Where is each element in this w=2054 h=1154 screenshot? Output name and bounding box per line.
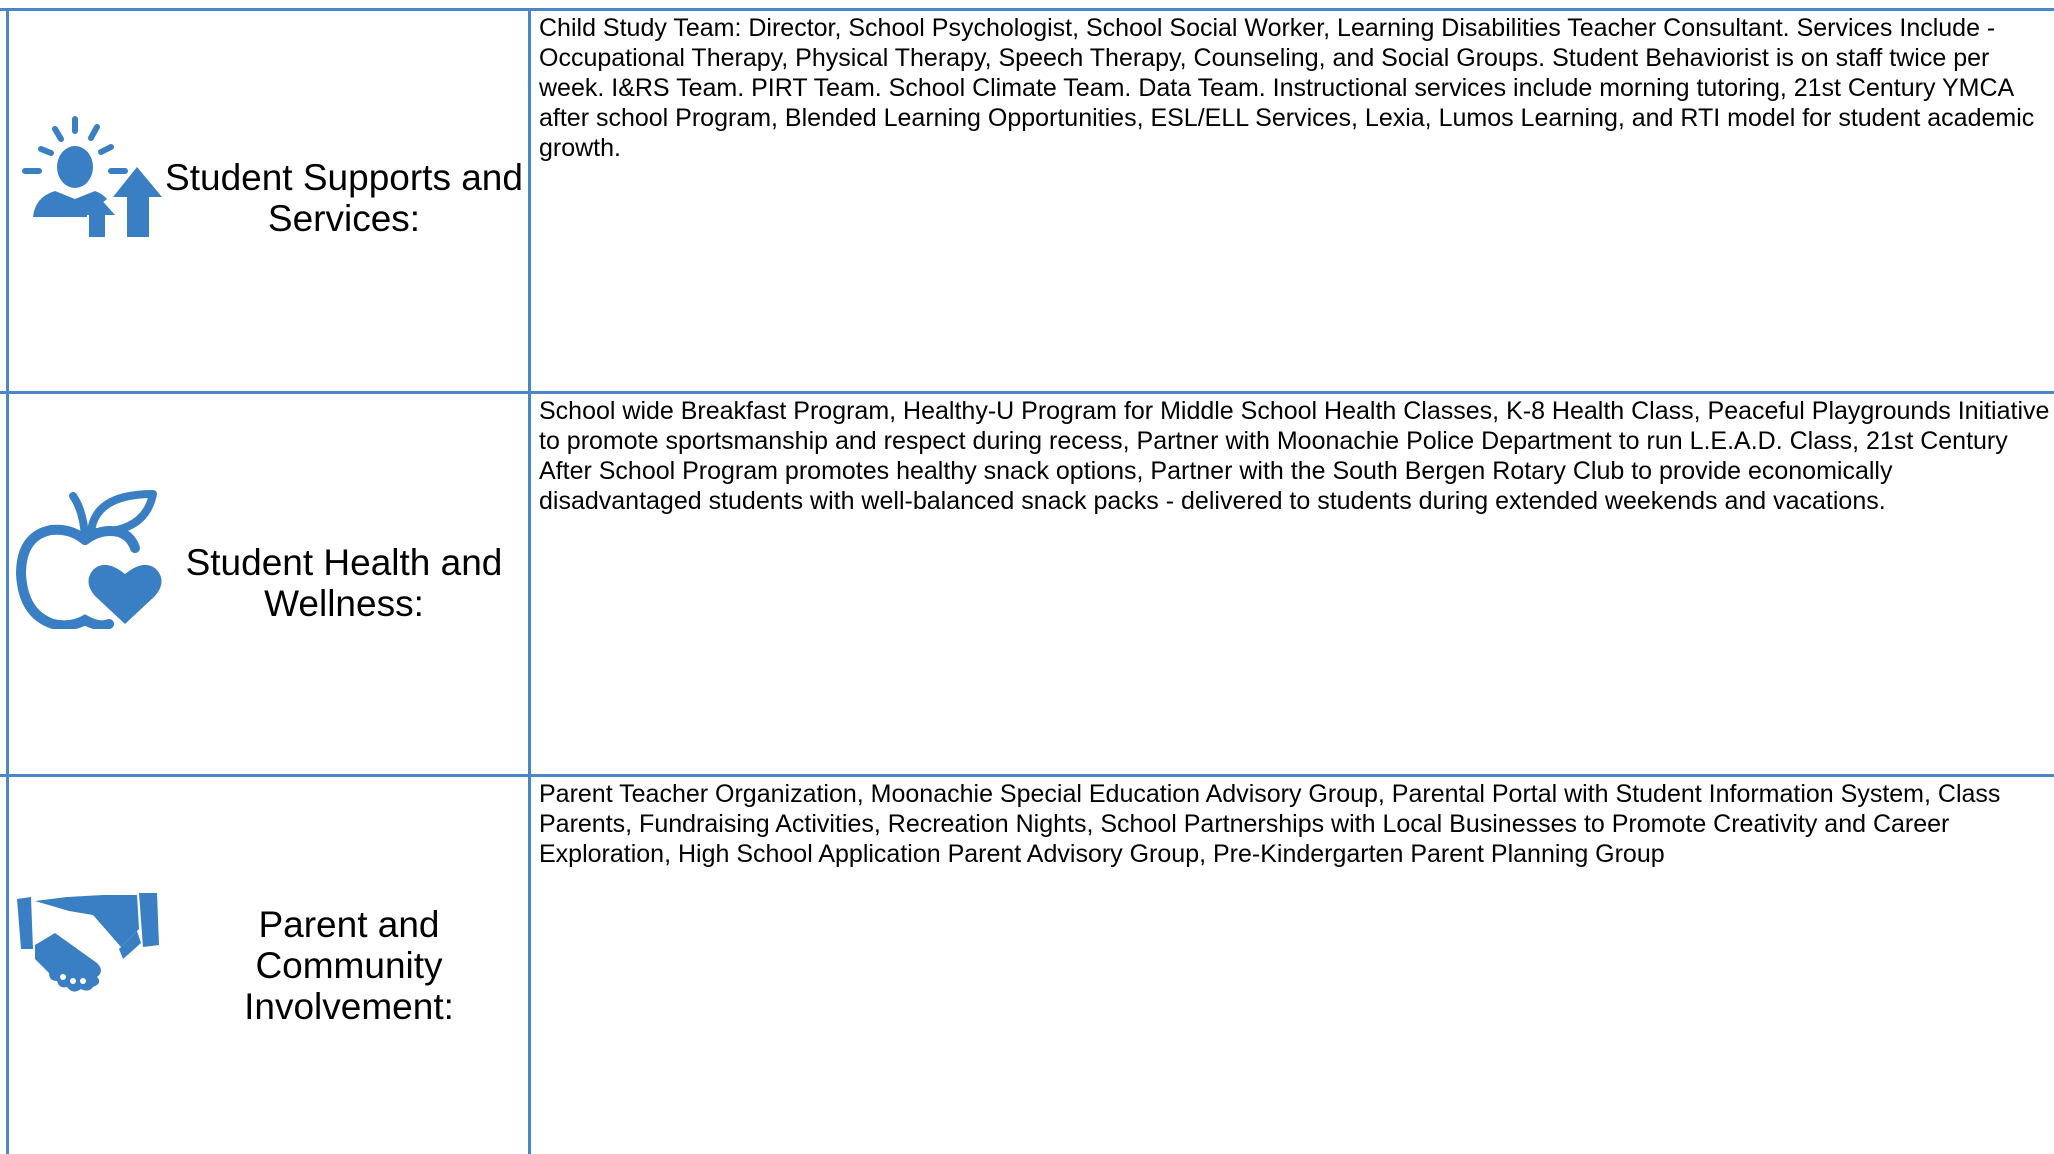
- table-row-student-supports: [0, 11, 2054, 394]
- apple-heart-icon: [13, 484, 163, 629]
- row-description: [531, 11, 2054, 391]
- handshake-icon: [11, 881, 161, 993]
- label-cell: [6, 394, 531, 774]
- description-text: Child Study Team: Director, School Psychologist, School Social Worker, Learning Disabilities Teacher Consultant. Services Include - Occupational Therapy, Physical Therapy, Speech Therapy, Counseling, and Social Groups. Student Behaviorist is on staff twice per week. I&RS Team. PIRT Team. School Climate Team. Data Team. Instructional services include morning tutoring, 21st Century YMCA after school Program, Blended Learning Opportunities, ESL/ELL Services, Lexia, Lumos Learning, and RTI model for student academic growth.: [539, 14, 2035, 162]
- label-cell: [6, 777, 531, 1154]
- person-growth-icon: [17, 115, 162, 239]
- label-cell: [6, 11, 531, 391]
- row-label: Parent and Community Involvement:: [244, 904, 454, 1027]
- description-text: School wide Breakfast Program, Healthy-U Program for Middle School Health Classes, K-8 Health Class, Peaceful Playgrounds Initiative to promote sportsmanship and respect during recess, Partner with Moonachie Police Department to run L.E.A.D. Class, 21st Century After School Program promotes healthy snack options, Partner with the South Bergen Rotary Club to provide economically disadvantaged students with well-balanced snack packs - delivered to students during extended weekends and vacations.: [539, 397, 2050, 515]
- row-label: Student Health and Wellness:: [185, 542, 503, 624]
- row-description: [531, 394, 2054, 774]
- table-row-health-wellness: [0, 394, 2054, 777]
- row-description: [531, 777, 2054, 1154]
- table-row-parent-community: [0, 777, 2054, 1154]
- row-label: Student Supports and Services:: [165, 157, 523, 239]
- description-text: Parent Teacher Organization, Moonachie Special Education Advisory Group, Parental Portal with Student Information System, Class Parents, Fundraising Activities, Recreation Nights, School Partnerships with Local Businesses to Promote Creativity and Career Exploration, High School Application Parent Advisory Group, Pre-Kindergarten Parent Planning Group: [539, 780, 2001, 868]
